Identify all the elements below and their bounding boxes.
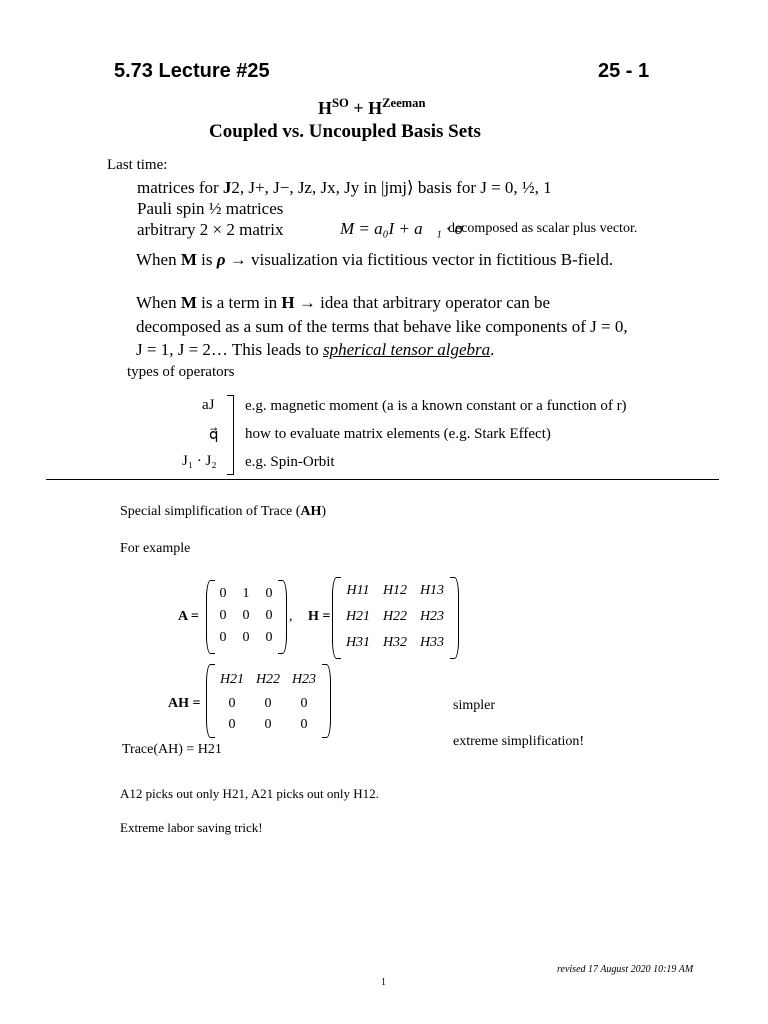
last-time-pauli: Pauli spin ½ matrices [137,199,284,218]
extreme-note: extreme simplification! [453,734,585,749]
matrix-H-label: H = [308,609,331,624]
for-example: For example [120,541,191,556]
section-divider [46,479,719,480]
operator-decomposition-line3: J = 1, J = 2… This leads to spherical tensor algebra. [136,340,495,359]
picks-out-text: A12 picks out only H21, A21 picks out only H12. [120,786,379,801]
last-time-arbitrary: arbitrary 2 × 2 matrix [137,220,284,239]
operator-J1J2-desc: e.g. Spin-Orbit [245,454,335,470]
simpler-note: simpler [453,698,495,713]
operator-q-desc: how to evaluate matrix elements (e.g. Stark Effect) [245,426,551,442]
page-number: 1 [381,977,386,988]
page-subtitle: Coupled vs. Uncoupled Basis Sets [209,121,481,142]
decomposition-description: decomposed as scalar plus vector. [448,221,638,236]
trace-heading: Special simplification of Trace (AH) [120,504,327,519]
page-label: 25 - 1 [598,60,650,82]
types-label: types of operators [127,364,235,380]
labor-saving-text: Extreme labor saving trick! [120,820,263,835]
operator-aJ-desc: e.g. magnetic moment (a is a known constant or a function of r) [245,398,627,414]
last-time-matrices: matrices for J2, J+, J−, Jz, Jx, Jy in |jmj⟩ basis for J = 0, ½, 1 [137,178,552,197]
spherical-tensor-link: spherical tensor algebra [322,340,491,359]
hamiltonian-title: $H^{SO} + H^{Zeeman}$ [318,96,426,118]
lecture-title: 5.73 Lecture #25 [114,60,270,82]
operator-J1J2: J₁ · J₂ [182,453,217,469]
matrix-AH-label: AH = [168,696,201,711]
revision-date: revised 17 August 2020 10:19 AM [557,964,694,975]
matrix-A-label: A = [178,609,199,624]
operator-aJ: aJ [202,397,215,413]
rho-visualization-text: When M is ρ → visualization via fictitious vector in fictitious B-field. [136,250,614,269]
operator-decomposition-line2: decomposed as a sum of the terms that behave like components of J = 0, [136,317,628,336]
trace-equation: Trace(AH) = H21 [122,742,222,757]
operator-bracket [227,395,234,475]
operator-q: q⃗ [209,427,219,443]
last-time-label: Last time: [107,157,168,173]
decomposition-formula: M = a₀I + a⃗₁ · σ⃗ [340,219,477,238]
operator-decomposition-line1: When M is a term in H → idea that arbitrary operator can be [136,293,550,312]
